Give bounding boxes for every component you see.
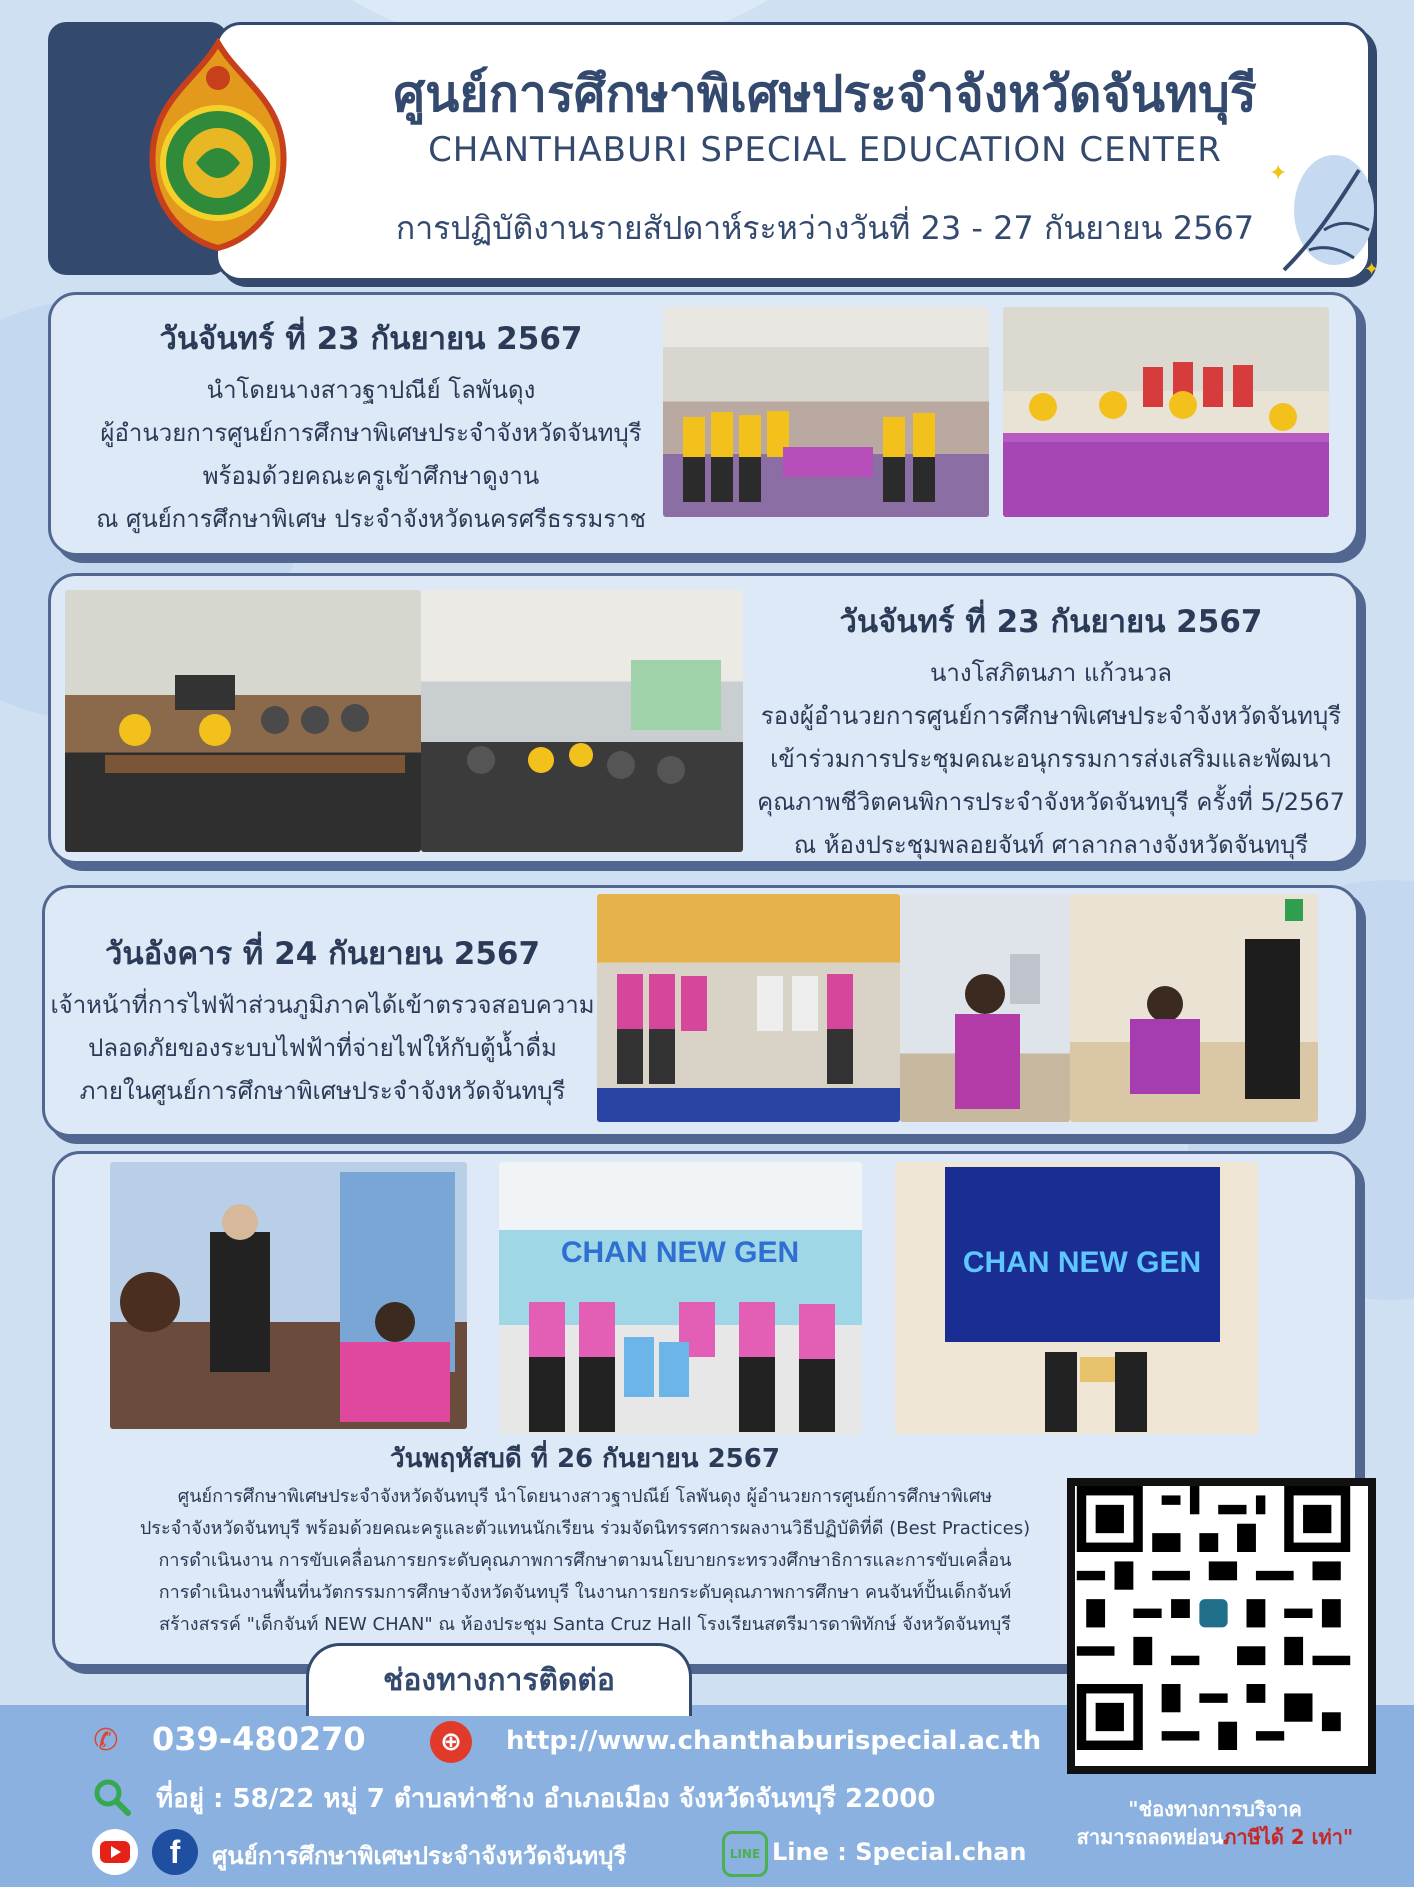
page-subtitle: CHANTHABURI SPECIAL EDUCATION CENTER — [428, 130, 1222, 170]
activity-line: ประจำจังหวัดจันทบุรี พร้อมด้วยคณะครูและตัวแทนนักเรียน ร่วมจัดนิทรรศการผลงานวิธีปฏิบัติที่ดี (Best Practices) — [139, 1518, 1031, 1539]
chan-new-gen-screen-text: CHAN NEW GEN — [962, 1246, 1202, 1279]
activity-date: วันจันทร์ ที่ 23 กันยายน 2567 — [839, 604, 1263, 640]
activity-line: คุณภาพชีวิตคนพิการประจำจังหวัดจันทบุรี ครั้งที่ 5/2567 — [757, 788, 1345, 816]
svg-text:✦: ✦ — [1364, 259, 1380, 280]
activity-line: ณ ศูนย์การศึกษาพิเศษ ประจำจังหวัดนครศรีธรรมราช — [96, 505, 646, 533]
chan-new-gen-banner-text: CHAN NEW GEN — [560, 1236, 800, 1269]
activity-line: ปลอดภัยของระบบไฟฟ้าที่จ่ายไฟให้กับตู้น้ำดื่ม — [88, 1034, 557, 1062]
donation-line-1: "ช่องทางการบริจาค — [1128, 1797, 1302, 1821]
activity-panel-2 — [48, 573, 1359, 864]
activity-line: นางโสภิตนภา แก้วนวล — [930, 659, 1172, 687]
qr-code[interactable] — [1067, 1478, 1376, 1774]
activity-date: วันพฤหัสบดี ที่ 26 กันยายน 2567 — [390, 1444, 780, 1474]
photo-checking-panel — [900, 894, 1070, 1122]
activity-date: วันอังคาร ที่ 24 กันยายน 2567 — [104, 936, 541, 972]
activity-line: การดำเนินงาน การขับเคลื่อนการยกระดับคุณภาพการศึกษาตามนโยบายกระทรวงศึกษาธิการและการขับเคลื่อน — [158, 1550, 1012, 1571]
facebook-icon[interactable]: f — [152, 1829, 198, 1875]
svg-text:✦: ✦ — [1269, 161, 1288, 186]
address-text: ที่อยู่ : 58/22 หมู่ 7 ตำบลท่าช้าง อำเภอเมือง จังหวัดจันทบุรี 22000 — [156, 1784, 936, 1814]
activity-text-2 — [751, 596, 1351, 867]
photo-chan-new-gen-stage — [499, 1162, 862, 1434]
activity-line: การดำเนินงานพื้นที่นวัตกรรมการศึกษาจังหวัดจันทบุรี ในงานการยกระดับคุณภาพการศึกษา คนจันท์ปั้นเด็กจันท์ — [158, 1582, 1012, 1603]
photo-checking-water-cooler — [1070, 894, 1318, 1122]
activity-line: พร้อมด้วยคณะครูเข้าศึกษาดูงาน — [202, 462, 540, 490]
donation-text: สามารถลดหย่อน — [1076, 1825, 1224, 1849]
activity-line: เข้าร่วมการประชุมคณะอนุกรรมการส่งเสริมและพัฒนา — [770, 745, 1332, 773]
activity-date: วันจันทร์ ที่ 23 กันยายน 2567 — [159, 321, 583, 357]
qr-pattern-icon — [1075, 1486, 1352, 1750]
donation-note — [1040, 1795, 1390, 1851]
photo-award-presentation — [895, 1162, 1258, 1434]
activity-panel-3 — [42, 885, 1359, 1137]
photo-exhibition-booth — [110, 1162, 467, 1429]
activity-line: เจ้าหน้าที่การไฟฟ้าส่วนภูมิภาคได้เข้าตรวจสอบความ — [50, 991, 595, 1019]
activity-line: นำโดยนางสาวฐาปณีย์ โลพันดุง — [206, 376, 536, 404]
activity-line: รองผู้อำนวยการศูนย์การศึกษาพิเศษประจำจังหวัดจันทบุรี — [760, 702, 1342, 730]
activity-text-3 — [45, 928, 600, 1113]
week-range: การปฏิบัติงานรายสัปดาห์ระหว่างวันที่ 23 - 27 กันยายน 2567 — [395, 209, 1255, 247]
phone-icon: ✆ — [93, 1723, 119, 1758]
donation-highlight: ภาษีได้ 2 เท่า" — [1223, 1825, 1354, 1849]
activity-panel-1 — [48, 292, 1359, 556]
youtube-icon[interactable] — [92, 1829, 138, 1875]
activity-text-1 — [51, 313, 691, 541]
photo-committee-meeting-2 — [421, 590, 743, 852]
contact-tab-label: ช่องทางการติดต่อ — [306, 1643, 692, 1716]
photo-study-visit-group — [663, 307, 989, 517]
photo-meeting-table — [1003, 307, 1329, 517]
activity-line: ภายในศูนย์การศึกษาพิเศษประจำจังหวัดจันทบุรี — [79, 1077, 566, 1105]
search-location-icon — [92, 1777, 132, 1817]
activity-line: ผู้อำนวยการศูนย์การศึกษาพิเศษประจำจังหวัดจันทบุรี — [100, 419, 642, 447]
globe-icon: ⊕ — [430, 1721, 472, 1763]
leaf-decoration-icon — [1264, 150, 1384, 280]
line-id[interactable]: Line : Special.chan — [772, 1838, 1027, 1866]
activity-line: ศูนย์การศึกษาพิเศษประจำจังหวัดจันทบุรี นำโดยนางสาวฐาปณีย์ โลพันดุง ผู้อำนวยการศูนย์การศึกษาพิเศษ — [177, 1486, 993, 1507]
website-link[interactable]: http://www.chanthaburispecial.ac.th — [506, 1726, 1042, 1756]
page-title: ศูนย์การศึกษาพิเศษประจำจังหวัดจันทบุรี — [393, 65, 1257, 123]
activity-line: สร้างสรรค์ "เด็กจันท์ NEW CHAN" ณ ห้องประชุม Santa Cruz Hall โรงเรียนสตรีมารดาพิทักษ์ จังหวัดจันทบุรี — [159, 1614, 1011, 1635]
photo-committee-meeting-1 — [65, 590, 421, 852]
photo-electricity-staff-group — [597, 894, 900, 1122]
phone-number[interactable]: 039-480270 — [152, 1720, 366, 1758]
activity-text-4 — [55, 1438, 1115, 1641]
line-app-icon[interactable]: LINE — [722, 1831, 768, 1877]
activity-line: ณ ห้องประชุมพลอยจันท์ ศาลากลางจังหวัดจันทบุรี — [793, 831, 1309, 859]
donation-line-2 — [1040, 1823, 1390, 1851]
facebook-page-name[interactable]: ศูนย์การศึกษาพิเศษประจำจังหวัดจันทบุรี — [212, 1842, 627, 1870]
school-emblem-logo — [118, 38, 318, 258]
